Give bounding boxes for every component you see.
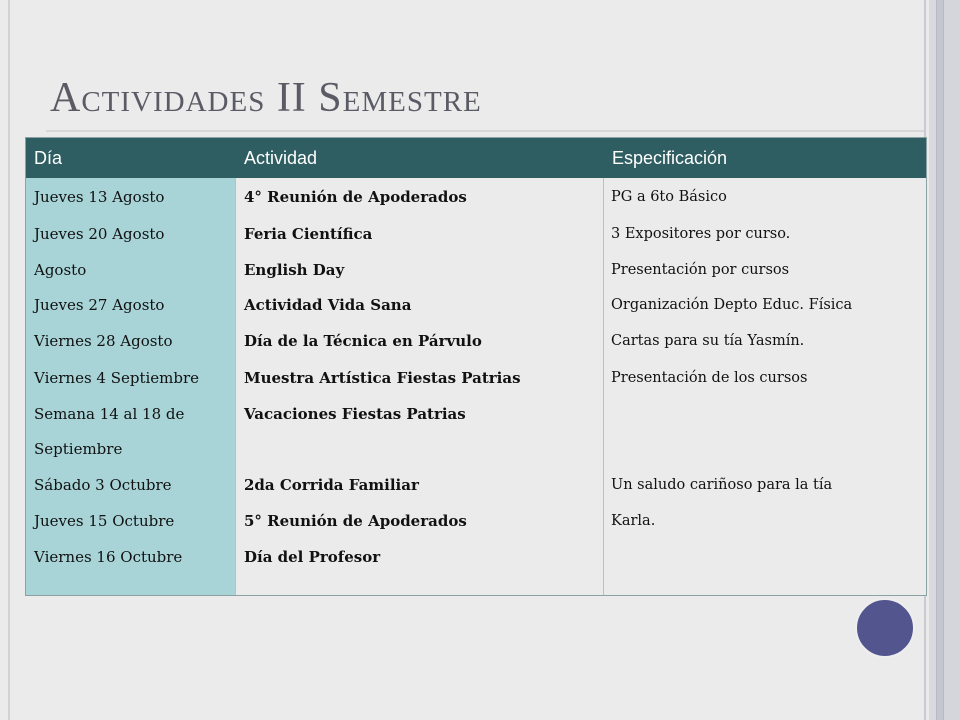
cell-dia: Viernes 4 Septiembre: [34, 369, 200, 387]
cell-actividad: 4° Reunión de Apoderados: [244, 188, 467, 206]
decorative-band: [929, 0, 936, 720]
cell-especificacion: Organización Depto Educ. Física: [611, 297, 853, 313]
cell-actividad: Muestra Artística Fiestas Patrias: [244, 369, 521, 387]
cell-dia: Sábado 3 Octubre: [34, 476, 172, 494]
cell-actividad: Vacaciones Fiestas Patrias: [244, 405, 466, 423]
cell-dia: Viernes 28 Agosto: [34, 332, 173, 350]
header-actividad: Actividad: [244, 148, 318, 168]
header-dia: Día: [34, 148, 63, 168]
header-especificacion: Especificación: [612, 148, 728, 168]
cell-actividad: 5° Reunión de Apoderados: [244, 512, 467, 530]
cell-dia: Jueves 27 Agosto: [34, 296, 165, 314]
cell-especificacion: Presentación por cursos: [611, 262, 790, 278]
title-divider: [46, 130, 924, 132]
cell-especificacion: Karla.: [611, 513, 656, 529]
cell-actividad: 2da Corrida Familiar: [244, 476, 419, 494]
slide-title: Actividades II Semestre: [50, 75, 482, 121]
cell-dia: Viernes 16 Octubre: [34, 548, 183, 566]
cell-actividad: Día del Profesor: [244, 548, 381, 566]
decorative-band: [936, 0, 944, 720]
cell-especificacion: Cartas para su tía Yasmín.: [611, 333, 805, 349]
cell-dia: Jueves 15 Octubre: [34, 512, 175, 530]
cell-dia: Semana 14 al 18 de: [34, 405, 185, 423]
cell-dia: Agosto: [34, 261, 87, 279]
cell-dia: Septiembre: [34, 440, 123, 458]
cell-actividad: English Day: [244, 261, 345, 279]
cell-actividad: Actividad Vida Sana: [244, 296, 412, 314]
cell-actividad: Feria Científica: [244, 225, 373, 243]
table-header-row: [26, 138, 926, 178]
cell-dia: Jueves 13 Agosto: [34, 188, 165, 206]
cell-dia: Jueves 20 Agosto: [34, 225, 165, 243]
cell-especificacion: Un saludo cariñoso para la tía: [611, 477, 833, 493]
cell-actividad: Día de la Técnica en Párvulo: [244, 332, 482, 350]
cell-especificacion: Presentación de los cursos: [611, 370, 808, 386]
decorative-band: [944, 0, 960, 720]
activities-table: [25, 137, 927, 596]
cell-especificacion: PG a 6to Básico: [611, 189, 727, 205]
cell-especificacion: 3 Expositores por curso.: [611, 226, 791, 242]
decorative-circle: [855, 598, 915, 658]
